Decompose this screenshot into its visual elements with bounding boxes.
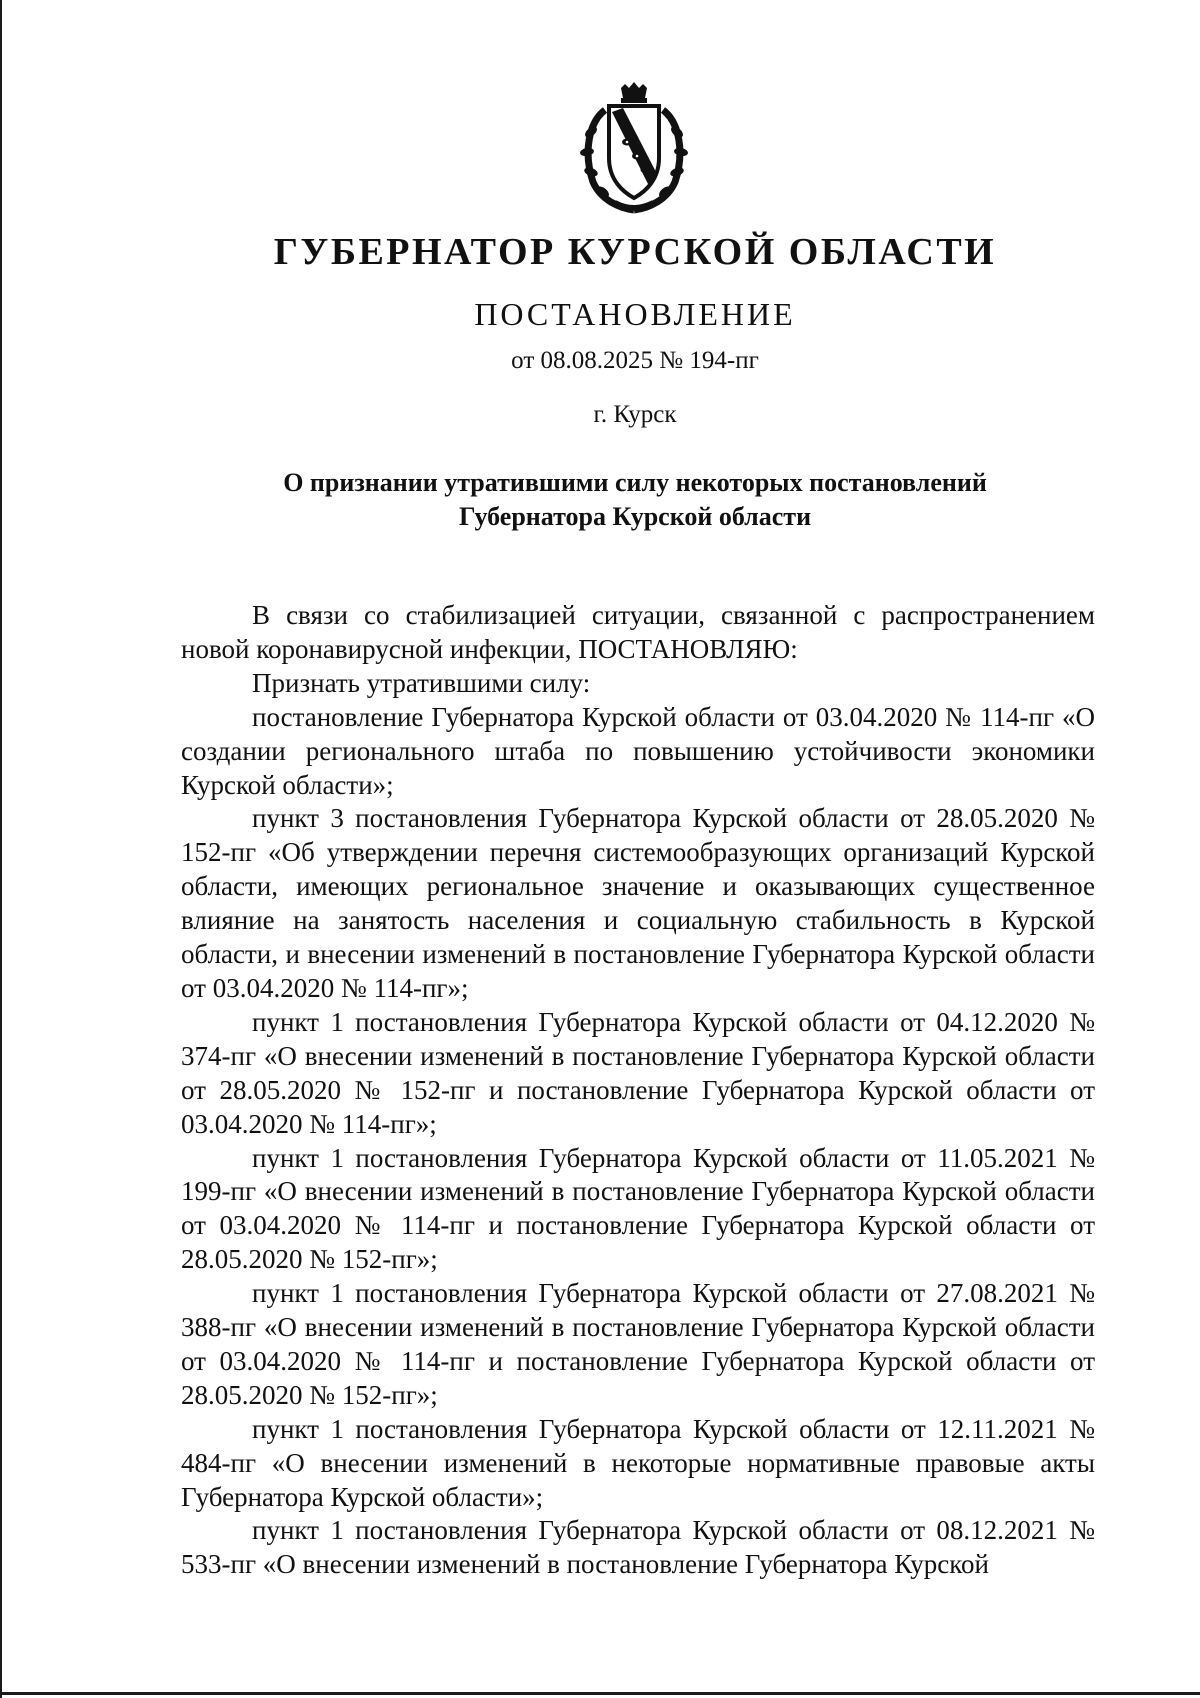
document-title-line: Губернатора Курской области (458, 502, 812, 531)
body-paragraph: постановление Губернатора Курской области от 03.04.2020 № 114-пг «О создании регионального штаба по повышению устойчивости экономики Курской области»; (181, 701, 1095, 800)
body-paragraph: пункт 1 постановления Губернатора Курской области от 12.11.2021 № 484-пг «О внесении изменений в некоторые нормативные правовые акты Губернатора Курской области»; (181, 1413, 1095, 1512)
document-title-line: О признании утратившими силу некоторых постановлений (283, 468, 987, 497)
document-city: г. Курск (593, 401, 677, 428)
body-paragraph: пункт 1 постановления Губернатора Курской области от 08.12.2021 № 533-пг «О внесении изменений в постановление Губернатора Курской (181, 1515, 1095, 1580)
document-date-number: от 08.08.2025 № 194-пг (511, 347, 759, 374)
authority-heading: ГУБЕРНАТОР КУРСКОЙ ОБЛАСТИ (273, 231, 997, 273)
body-paragraph: пункт 1 постановления Губернатора Курской области от 11.05.2021 № 199-пг «О внесении изменений в постановление Губернатора Курской области от 03.04.2020 № 114-пг и постановление Губернатора Курской области от 28.05.2020 № 152-пг»; (181, 1142, 1095, 1275)
body-paragraph: пункт 3 постановления Губернатора Курской области от 28.05.2020 № 152-пг «Об утверждении перечня системообразующих организаций Курской области, имеющих региональное значение и оказывающих существенное влияние на занятость населения и социальную стабильность в Курской области, и внесении изменений в постановление Губернатора Курской области от 03.04.2020 № 114-пг»; (181, 803, 1095, 1003)
document-body (181, 599, 1095, 1582)
body-paragraph: Признать утратившими силу: (252, 667, 591, 698)
document-type: ПОСТАНОВЛЕНИЕ (474, 296, 796, 332)
body-paragraph: пункт 1 постановления Губернатора Курской области от 04.12.2020 № 374-пг «О внесении изменений в постановление Губернатора Курской области от 28.05.2020 № 152-пг и постановление Губернатора Курской области от 03.04.2020 № 114-пг»; (181, 1006, 1095, 1139)
document-title (0, 466, 1200, 534)
body-paragraph: В связи со стабилизацией ситуации, связанной с распространением новой коронавирусной инфекции, ПОСТАНОВЛЯЮ: (181, 600, 1095, 664)
kursk-coat-of-arms-icon (575, 82, 693, 214)
body-paragraph: пункт 1 постановления Губернатора Курской области от 27.08.2021 № 388-пг «О внесении изменений в постановление Губернатора Курской области от 03.04.2020 № 114-пг и постановление Губернатора Курской области от 28.05.2020 № 152-пг»; (181, 1278, 1095, 1410)
scan-edge-bottom (0, 1692, 1200, 1695)
